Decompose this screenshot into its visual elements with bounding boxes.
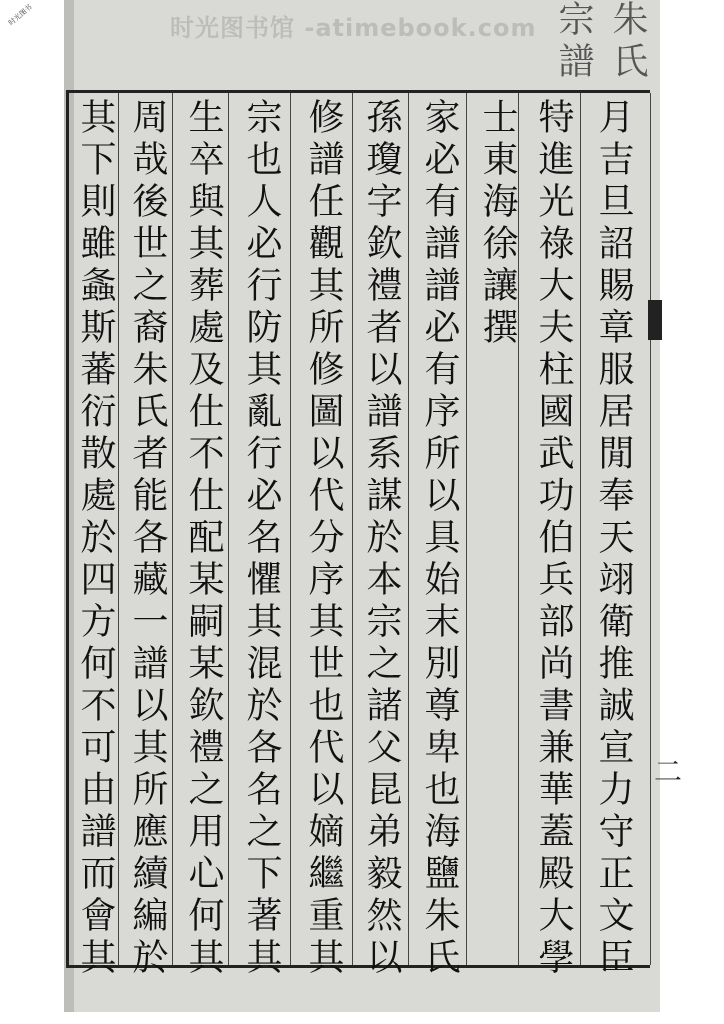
frame-left-border bbox=[66, 90, 69, 968]
column-divider bbox=[408, 93, 409, 965]
watermark-stamp-icon bbox=[0, 0, 38, 30]
header-title: 朱氏宗譜 bbox=[553, 0, 648, 84]
svg-text:时光图书: 时光图书 bbox=[7, 3, 34, 28]
column-divider bbox=[290, 93, 291, 965]
text-column-10: 其下則雖螽斯蕃衍散處於四方何不可由譜而會其 bbox=[75, 98, 116, 980]
margin-fish-tail-mark bbox=[648, 300, 662, 340]
column-divider bbox=[580, 93, 581, 965]
watermark-text: 时光图书馆 -atimebook.com bbox=[170, 14, 537, 42]
page-number: 二 bbox=[654, 755, 683, 788]
column-divider bbox=[650, 93, 651, 965]
column-divider bbox=[172, 93, 173, 965]
column-divider bbox=[352, 93, 353, 965]
column-divider bbox=[466, 93, 467, 965]
text-column-1: 月吉旦詔賜章服居閒奉天翊衛推誠宣力守正文臣 bbox=[593, 98, 634, 980]
text-column-5: 孫瓊字欽禮者以譜系謀於本宗之諸父昆弟毅然以 bbox=[361, 98, 402, 980]
column-divider bbox=[228, 93, 229, 965]
text-column-7: 宗也人必行防其亂行必名懼其混於各名之下著其 bbox=[241, 98, 282, 980]
text-column-9: 周哉後世之裔朱氏者能各藏一譜以其所應續編於 bbox=[127, 98, 168, 980]
text-column-2: 特進光祿大夫柱國武功伯兵部尚書兼華蓋殿大學 bbox=[533, 98, 574, 980]
text-column-6: 修譜任觀其所修圖以代分序其世也代以嫡繼重其 bbox=[303, 98, 344, 980]
text-column-3: 士東海徐讓撰 bbox=[477, 98, 518, 350]
text-column-4: 家必有譜譜必有序所以具始末別尊卑也海鹽朱氏 bbox=[419, 98, 460, 980]
text-column-8: 生卒與其葬處及仕不仕配某嗣某欽禮之用心何其 bbox=[183, 98, 224, 980]
